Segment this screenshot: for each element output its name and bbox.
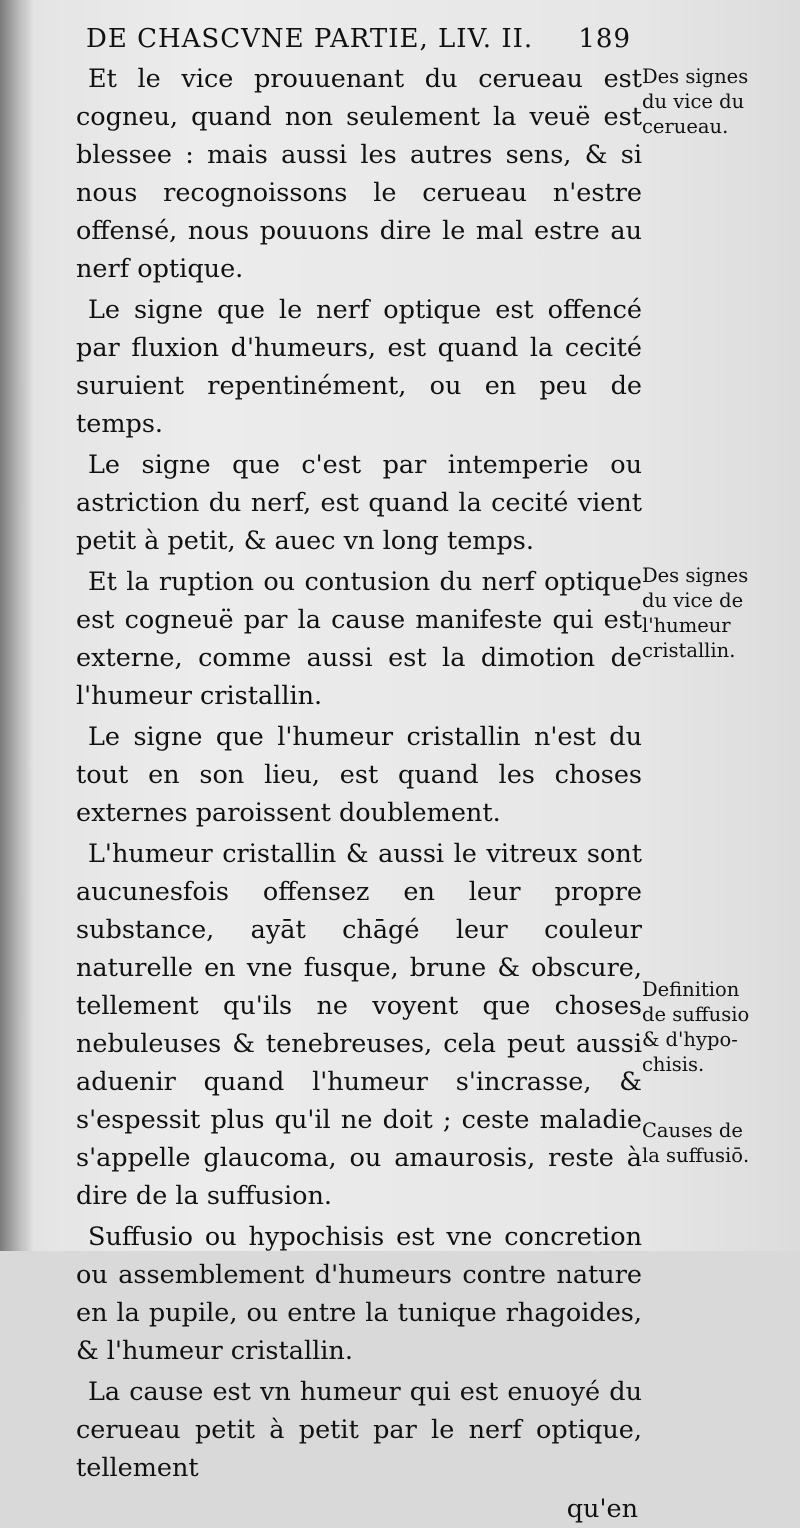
margin-note-line: Definition bbox=[642, 978, 740, 1001]
margin-note bbox=[642, 977, 792, 1077]
paragraph: Le signe que c'est par intemperie ou astriction du nerf, est quand la cecité vient petit à petit, & auec vn long temps. bbox=[76, 450, 642, 556]
margin-note bbox=[642, 64, 792, 139]
margin-note-line: Causes de bbox=[642, 1119, 743, 1142]
paragraph: La cause est vn humeur qui est enuoyé du cerueau petit à petit par le nerf optique, tellement bbox=[76, 1377, 642, 1483]
margin-note-line: cerueau. bbox=[642, 115, 729, 138]
margin-note-line: l'humeur bbox=[642, 614, 731, 637]
main-text-column bbox=[76, 60, 642, 1528]
margin-note-line: la suffusiō. bbox=[642, 1144, 750, 1167]
paragraph: Et la ruption ou contusion du nerf optique est cogneuë par la cause manifeste qui est externe, comme aussi est la dimotion de l'humeur cristallin. bbox=[76, 567, 642, 711]
margin-note-line: du vice de bbox=[642, 589, 744, 612]
margin-note bbox=[642, 1118, 792, 1168]
paragraph: Le signe que le nerf optique est offencé par fluxion d'humeurs, est quand la cecité suruient repentinément, ou en peu de temps. bbox=[76, 295, 642, 439]
catchword: qu'en bbox=[566, 1494, 638, 1524]
margin-note bbox=[642, 563, 792, 663]
margin-note-line: de suffusio bbox=[642, 1003, 750, 1026]
paragraph: Le signe que l'humeur cristallin n'est du tout en son lieu, est quand les choses externes paroissent doublement. bbox=[76, 722, 642, 828]
paragraph: Suffusio ou hypochisis est vne concretion ou assemblement d'humeurs contre nature en la pupile, ou entre la tunique rhagoides, & l'humeur cristallin. bbox=[76, 1222, 642, 1366]
margin-note-line: & d'hypo- bbox=[642, 1028, 738, 1051]
margin-note-line: Des signes bbox=[642, 564, 749, 587]
margin-note-line: du vice du bbox=[642, 90, 745, 113]
margin-note-line: chisis. bbox=[642, 1053, 705, 1076]
running-title: DE CHASCVNE PARTIE, LIV. II. bbox=[86, 24, 534, 54]
paragraph: Et le vice prouuenant du cerueau est cogneu, quand non seulement la veuë est blessee : mais aussi les autres sens, & si nous recognoissons le cerueau n'estre offensé, nous pouuons dire le mal estre au nerf optique. bbox=[76, 64, 642, 284]
margin-note-line: cristallin. bbox=[642, 639, 736, 662]
paragraph: L'humeur cristallin & aussi le vitreux sont aucunesfois offensez en leur propre substance, ayāt chāgé leur couleur naturelle en vne fusque, brune & obscure, tellement qu'ils ne voyent que choses nebuleuses & tenebreuses, cela peut aussi aduenir quand l'humeur s'incrasse, & s'espessit plus qu'il ne doit ; ceste maladie s'appelle glaucoma, ou amaurosis, reste à dire de la suffusion. bbox=[76, 839, 642, 1211]
margin-note-line: Des signes bbox=[642, 65, 749, 88]
running-header bbox=[86, 24, 631, 54]
page-gutter-shadow bbox=[0, 0, 34, 1251]
page-number: 189 bbox=[578, 24, 631, 54]
